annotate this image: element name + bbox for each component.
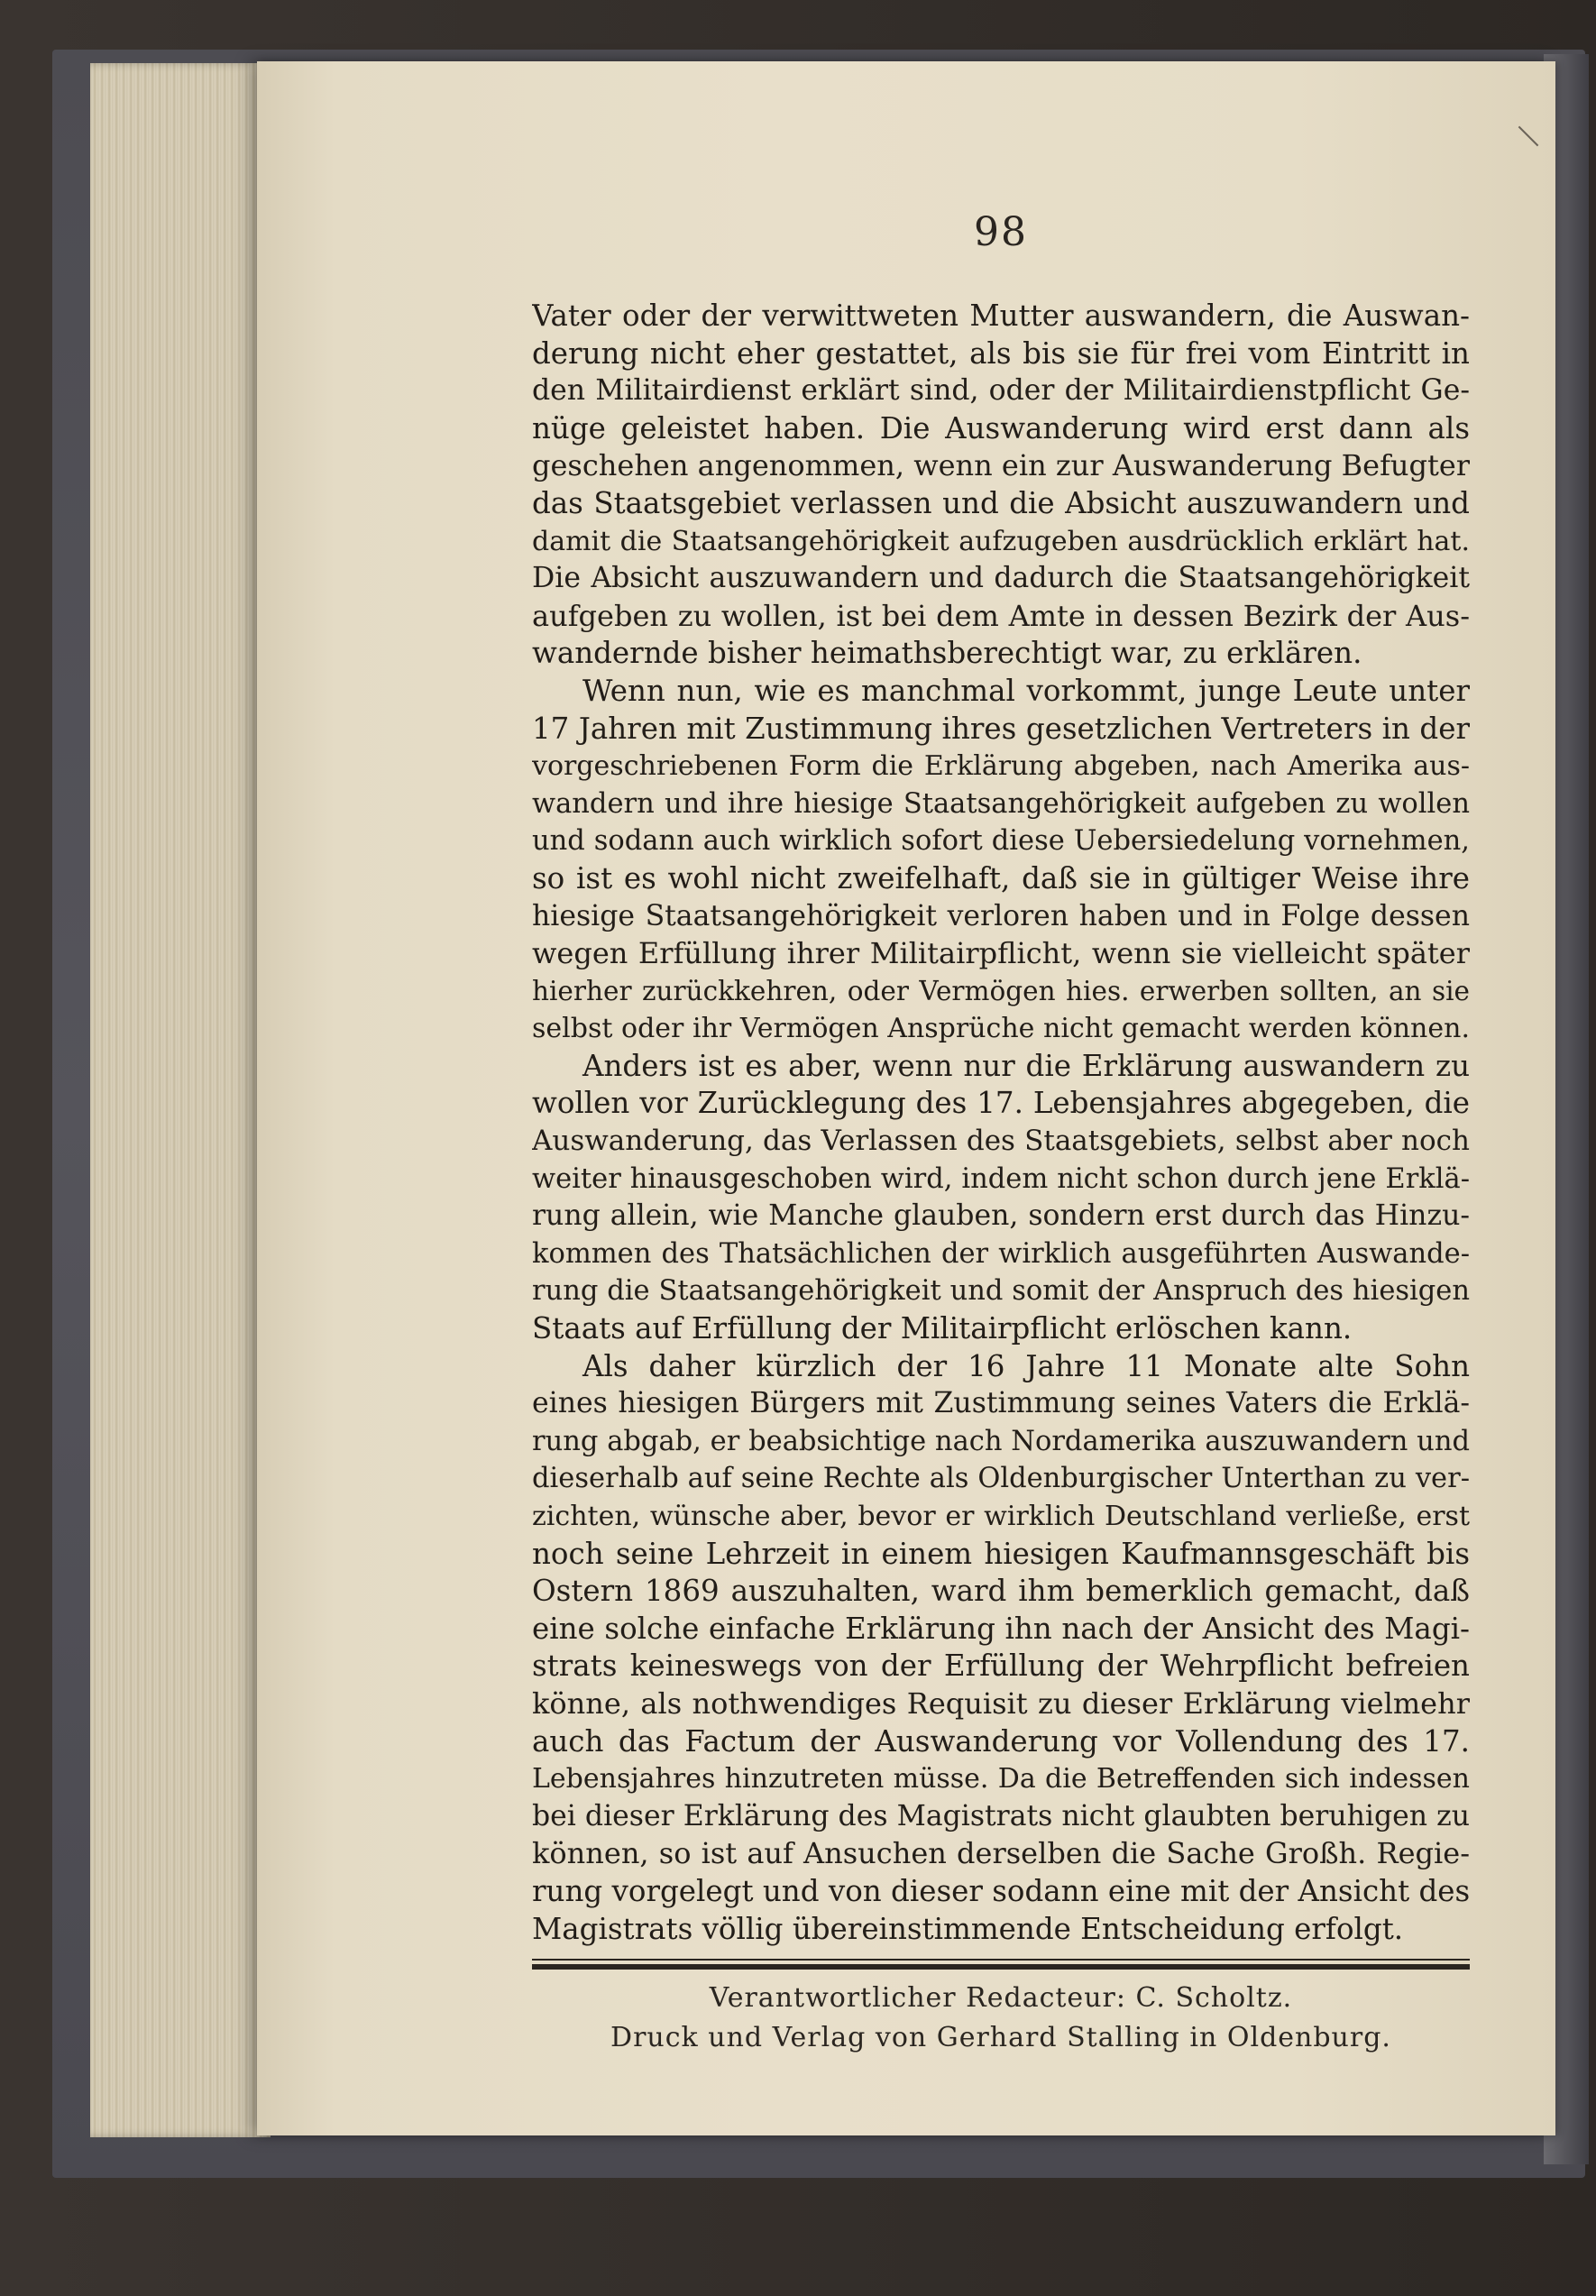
footer-editor: Verantwortlicher Redacteur: C. Scholtz. — [709, 1982, 1293, 2014]
text-line: so ist es wohl nicht zweifelhaft, daß sie in gültiger Weise ihre — [532, 860, 1470, 895]
text-line: eine solche einfache Erklärung ihn nach der Ansicht des Magi- — [532, 1611, 1470, 1646]
text-line: wandern und ihre hiesige Staatsangehörigkeit aufgeben zu wollen — [532, 787, 1470, 820]
text-line: damit die Staatsangehörigkeit aufzugeben ausdrücklich erklärt hat. — [532, 525, 1470, 557]
text-line: auch das Factum der Auswanderung vor Vollendung des 17. — [532, 1723, 1470, 1759]
text-line: Magistrats völlig übereinstimmende Entscheidung erfolgt. — [532, 1911, 1404, 1946]
text-line: Staats auf Erfüllung der Militairpflicht erlöschen kann. — [532, 1311, 1353, 1346]
text-line: nüge geleistet haben. Die Auswanderung wird erst dann als — [532, 410, 1470, 445]
text-line: Die Absicht auszuwandern und dadurch die Staatsangehörigkeit — [532, 562, 1470, 595]
text-line: kommen des Thatsächlichen der wirklich ausgeführten Auswande- — [532, 1237, 1470, 1270]
text-line: rung vorgelegt und von dieser sodann eine mit der Ansicht des — [532, 1873, 1470, 1908]
text-line: rung allein, wie Manche glauben, sondern erst durch das Hinzu- — [532, 1199, 1470, 1233]
text-line: könne, als nothwendiges Requisit zu dieser Erklärung vielmehr — [532, 1685, 1470, 1721]
text-line: wandernde bisher heimathsberechtigt war, zu erklären. — [532, 636, 1362, 671]
text-line: Vater oder der verwittweten Mutter auswandern, die Auswan- — [532, 298, 1470, 333]
text-line: zichten, wünsche aber, bevor er wirklich Deutschland verließe, erst — [532, 1501, 1470, 1532]
text-line: können, so ist auf Ansuchen derselben die Sache Großh. Regie- — [532, 1836, 1470, 1871]
text-line: geschehen angenommen, wenn ein zur Auswanderung Befugter — [532, 448, 1470, 483]
text-line: wollen vor Zurücklegung des 17. Lebensjahres abgegeben, die — [532, 1086, 1470, 1121]
text-line: Anders ist es aber, wenn nur die Erklärung auswandern zu — [582, 1048, 1470, 1083]
text-line: selbst oder ihr Vermögen Ansprüche nicht gemacht werden können. — [532, 1013, 1470, 1045]
page-number: 98 — [974, 209, 1028, 255]
text-line: das Staatsgebiet verlassen und die Absicht auszuwandern und — [532, 485, 1470, 520]
rule-thin — [532, 1959, 1470, 1961]
footer-publisher: Druck und Verlag von Gerhard Stalling in Oldenburg. — [610, 2022, 1391, 2053]
text-line: Wenn nun, wie es manchmal vorkommt, junge Leute unter — [582, 673, 1470, 708]
body-text — [532, 298, 1470, 1948]
text-line: hierher zurückkehren, oder Vermögen hies. erwerben sollten, an sie — [532, 975, 1470, 1006]
text-line: vorgeschriebenen Form die Erklärung abgeben, nach Amerika aus- — [532, 750, 1470, 783]
text-line: rung die Staatsangehörigkeit und somit der Anspruch des hiesigen — [532, 1275, 1470, 1308]
text-line: hiesige Staatsangehörigkeit verloren haben und in Folge dessen — [532, 899, 1470, 932]
text-line: Ostern 1869 auszuhalten, ward ihm bemerklich gemacht, daß — [532, 1574, 1470, 1609]
text-line: weiter hinausgeschoben wird, indem nicht schon durch jene Erklä- — [532, 1162, 1470, 1195]
text-line: noch seine Lehrzeit in einem hiesigen Kaufmannsgeschäft bis — [532, 1536, 1470, 1571]
text-line: 17 Jahren mit Zustimmung ihres gesetzlichen Vertreters in der — [532, 711, 1470, 746]
rule-thick — [532, 1964, 1470, 1970]
text-line: dieserhalb auf seine Rechte als Oldenburgischer Unterthan zu ver- — [532, 1463, 1470, 1495]
text-line: Auswanderung, das Verlassen des Staatsgebiets, selbst aber noch — [532, 1125, 1470, 1158]
text-line: Lebensjahres hinzutreten müsse. Da die Betreffenden sich indessen — [532, 1763, 1470, 1795]
text-line: wegen Erfüllung ihrer Militairpflicht, wenn sie vielleicht später — [532, 936, 1470, 971]
footer-rule — [532, 1959, 1470, 1970]
text-line: rung abgab, er beabsichtige nach Nordamerika auszuwandern und — [532, 1425, 1470, 1457]
text-line: derung nicht eher gestattet, als bis sie für frei vom Eintritt in — [532, 335, 1470, 371]
text-line: aufgeben zu wollen, ist bei dem Amte in dessen Bezirk der Aus- — [532, 598, 1470, 633]
text-line: strats keineswegs von der Erfüllung der Wehrpflicht befreien — [532, 1649, 1470, 1684]
text-line: eines hiesigen Bürgers mit Zustimmung seines Vaters die Erklä- — [532, 1387, 1470, 1420]
text-line: und sodann auch wirklich sofort diese Uebersiedelung vornehmen, — [532, 825, 1470, 858]
text-line: bei dieser Erklärung des Magistrats nicht glaubten beruhigen zu — [532, 1799, 1470, 1832]
text-line: den Militairdienst erklärt sind, oder der Militairdienstpflicht Ge- — [532, 374, 1470, 408]
text-line: Als daher kürzlich der 16 Jahre 11 Monate alte Sohn — [582, 1348, 1470, 1383]
page-stack-edges — [90, 63, 271, 2137]
